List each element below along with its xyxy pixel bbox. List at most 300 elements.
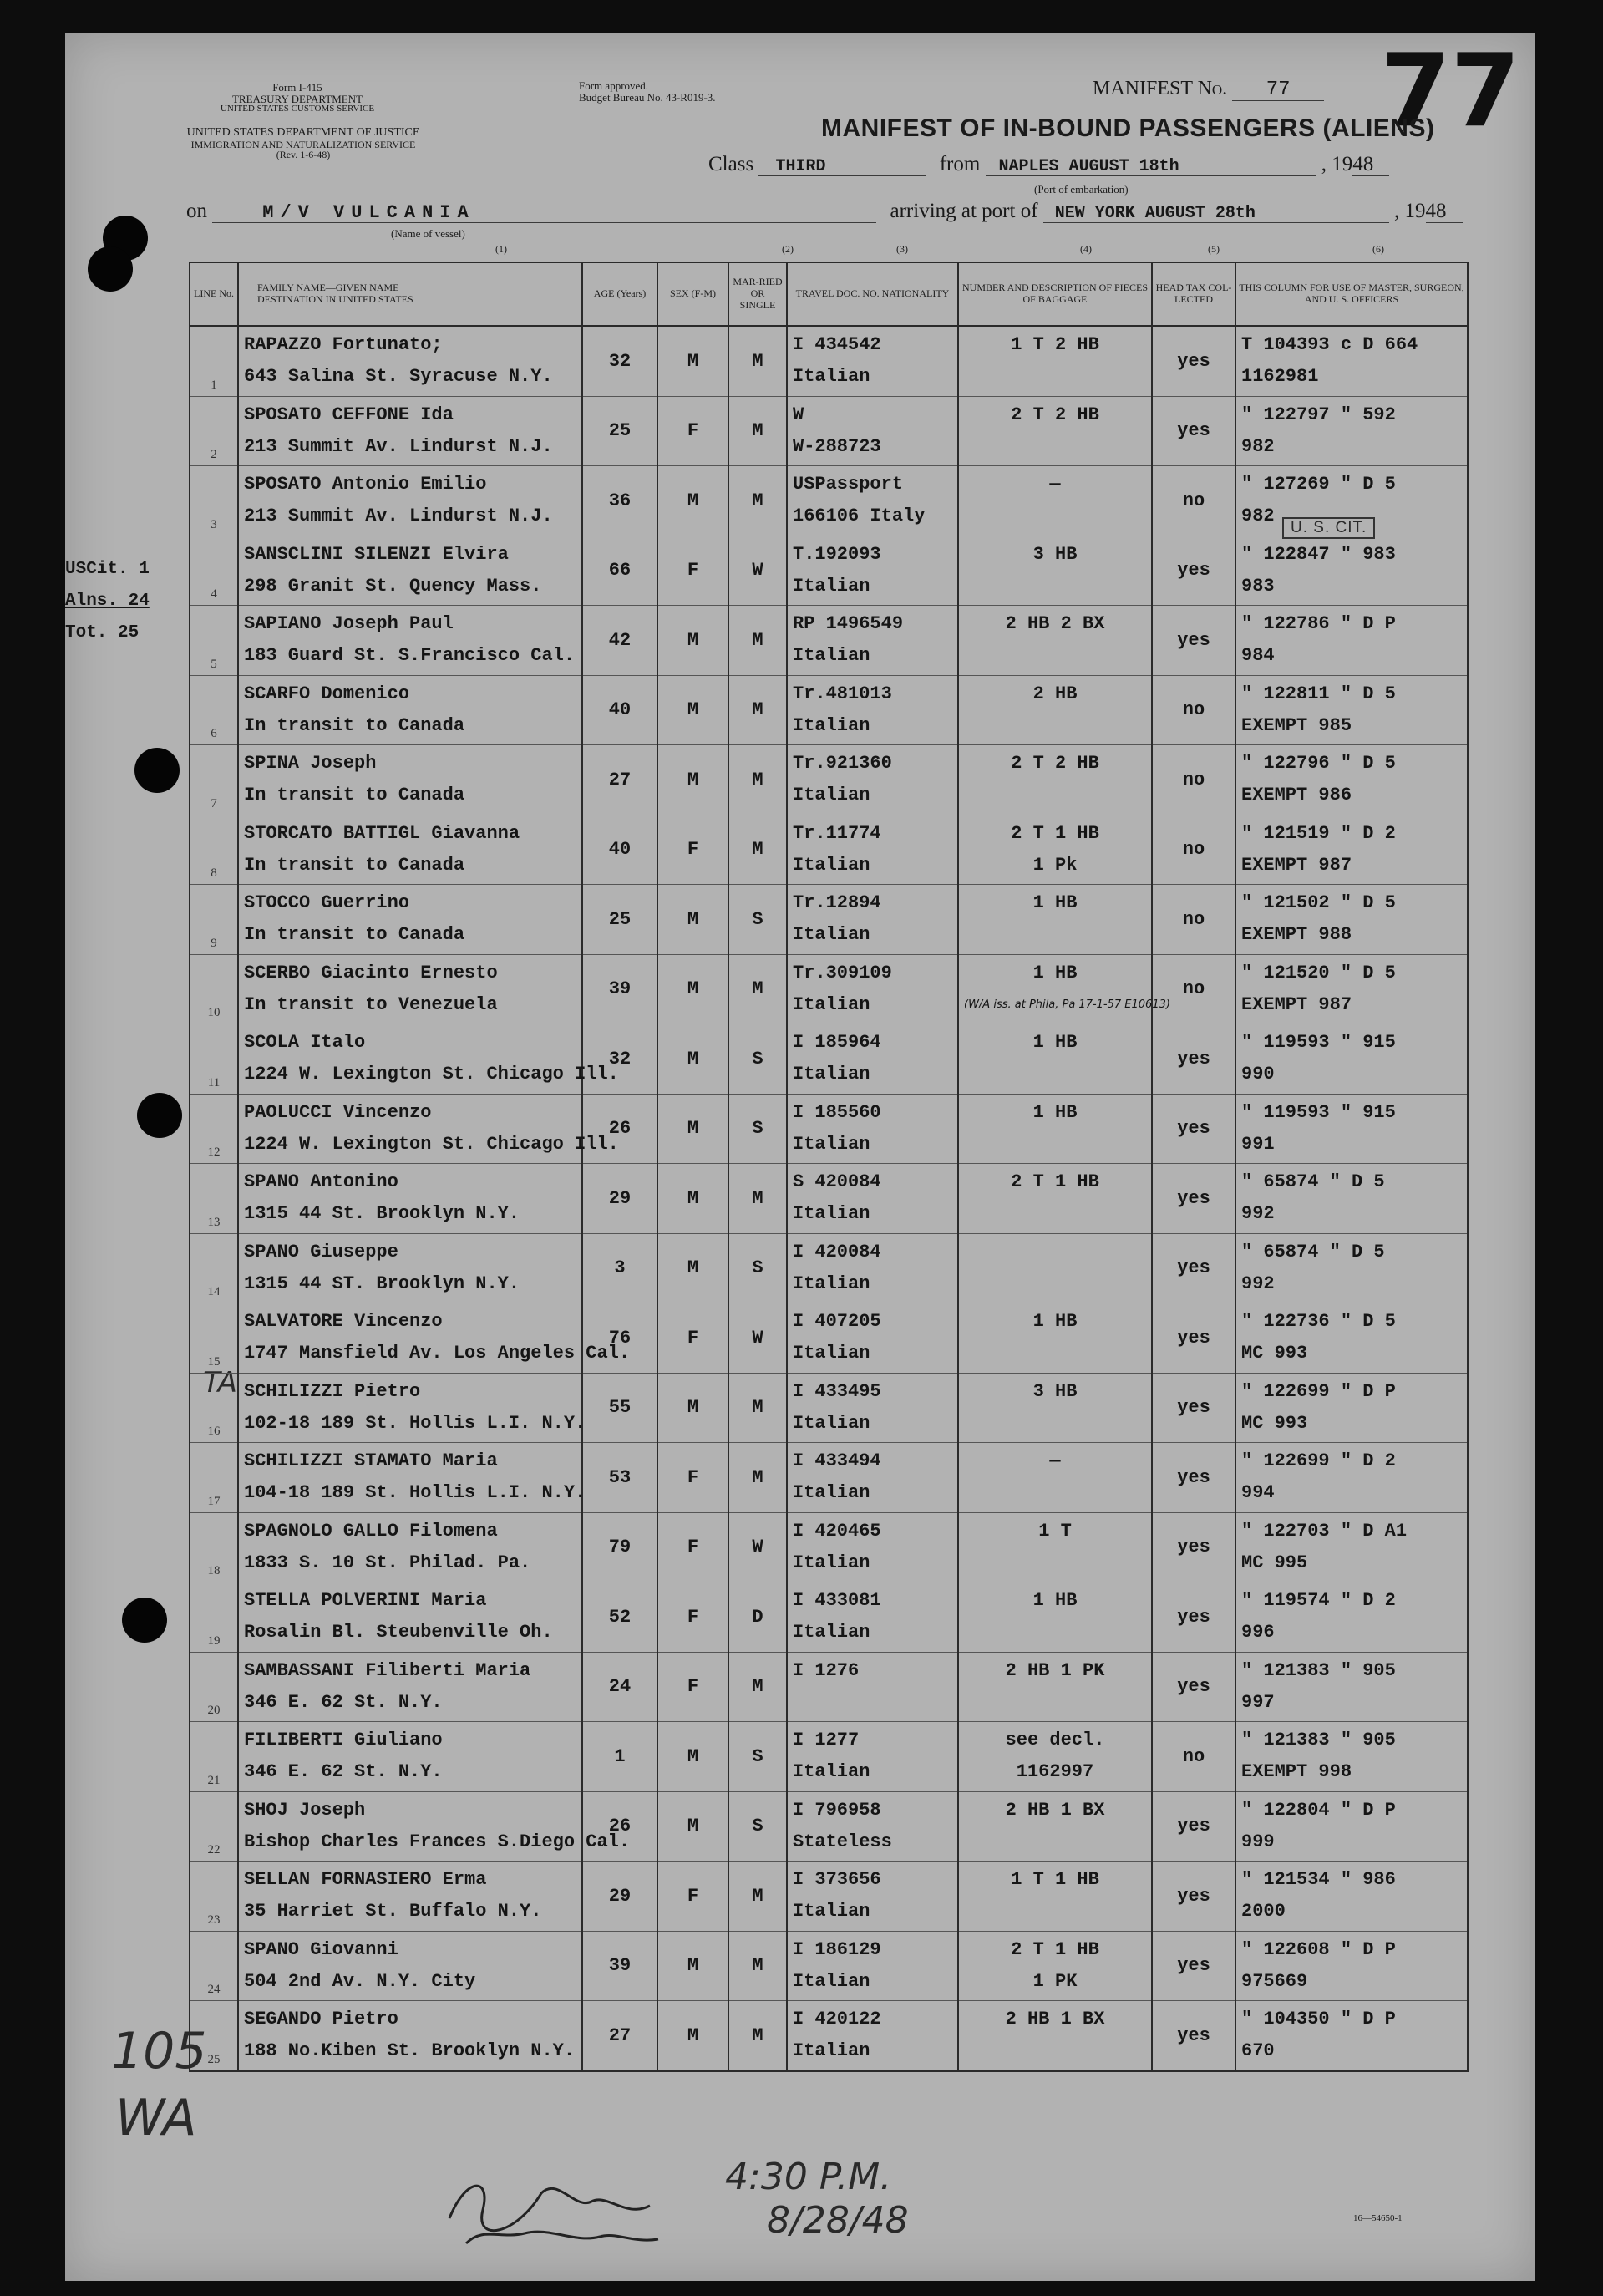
nationality: 166106 Italy: [793, 505, 926, 527]
officer-code: " 121383 " 905: [1241, 1659, 1396, 1681]
age: 3: [614, 1257, 626, 1279]
destination: 346 E. 62 St. N.Y.: [244, 1691, 443, 1713]
age: 29: [608, 1885, 632, 1907]
table-cell: [1152, 1582, 1235, 1653]
line-number: 3: [211, 517, 217, 531]
class-label: Class: [708, 153, 754, 175]
baggage-extra: [964, 1617, 1146, 1648]
officer-number: 982: [1241, 505, 1275, 527]
officer-code: " 122804 " D P: [1241, 1799, 1396, 1821]
table-cell: [238, 326, 582, 396]
table-cell: [238, 815, 582, 885]
table-cell: [728, 1791, 787, 1862]
table-cell: [728, 466, 787, 536]
line-number: 4: [211, 587, 217, 601]
table-cell: [787, 1791, 958, 1862]
line-number: 10: [207, 1006, 221, 1019]
travel-doc-number: I 796958: [793, 1799, 881, 1821]
table-cell: [787, 1373, 958, 1443]
travel-doc-number: I 185560: [793, 1101, 881, 1123]
nationality: Italian: [793, 2040, 870, 2062]
table-cell: [1235, 1931, 1468, 2001]
table-cell: [582, 466, 657, 536]
officer-number: 670: [1241, 2040, 1275, 2062]
table-row: [190, 1094, 1468, 1164]
table-row: [190, 885, 1468, 955]
table-cell: [728, 954, 787, 1024]
table-row: [190, 675, 1468, 745]
table-row: [190, 2001, 1468, 2071]
passenger-name: SCHILIZZI STAMATO Maria: [244, 1450, 498, 1472]
officer-number: EXEMPT 987: [1241, 854, 1352, 876]
table-cell: [657, 1791, 728, 1862]
head-tax: no: [1182, 908, 1205, 930]
nationality: Italian: [793, 1970, 870, 1992]
destination: In transit to Canada: [244, 924, 465, 946]
baggage: 1 HB: [1032, 962, 1078, 983]
baggage: 1 HB: [1032, 1590, 1078, 1612]
header-baggage: NUMBER AND DESCRIPTION OF PIECES OF BAGGAGE: [958, 262, 1152, 326]
age: 27: [608, 769, 632, 790]
table-cell: [657, 1024, 728, 1095]
table-cell: [958, 1582, 1152, 1653]
approval-line-1: Form approved.: [579, 79, 649, 92]
table-cell: [958, 675, 1152, 745]
table-cell: [958, 1094, 1152, 1164]
on-label: on: [186, 200, 207, 222]
officer-number: EXEMPT 988: [1241, 924, 1352, 946]
marital-status: S: [752, 1745, 763, 1767]
form-header-justice: [157, 127, 449, 160]
head-tax: no: [1182, 978, 1205, 1000]
head-tax: yes: [1177, 1885, 1210, 1907]
table-row: [190, 1303, 1468, 1374]
nationality: Stateless: [793, 1831, 892, 1852]
table-row: [190, 1233, 1468, 1303]
sex: F: [687, 560, 699, 582]
travel-doc-number: I 1276: [793, 1659, 860, 1681]
destination: Rosalin Bl. Steubenville Oh.: [244, 1622, 553, 1643]
table-cell: [728, 1303, 787, 1374]
table-cell: [657, 1722, 728, 1792]
age: 55: [608, 1397, 632, 1419]
table-cell: [1152, 1443, 1235, 1513]
table-cell: [958, 1443, 1152, 1513]
travel-doc-number: USPassport: [793, 474, 904, 495]
table-cell: [728, 1164, 787, 1234]
head-tax: no: [1182, 490, 1205, 511]
line-number: 8: [211, 866, 217, 880]
table-cell: [190, 326, 238, 396]
table-cell: [958, 1862, 1152, 1932]
officer-code: " 121502 " D 5: [1241, 892, 1396, 914]
table-cell: [728, 2001, 787, 2071]
line-number: 2: [211, 448, 217, 461]
table-cell: [1152, 1652, 1235, 1722]
line-number: 6: [211, 727, 217, 740]
age: 27: [608, 2024, 632, 2046]
table-cell: [657, 815, 728, 885]
baggage-extra: [964, 640, 1146, 672]
baggage: —: [1049, 1450, 1061, 1472]
header-line-no: LINE No.: [190, 262, 238, 326]
table-cell: [1152, 536, 1235, 606]
travel-doc-number: I 185964: [793, 1032, 881, 1054]
table-cell: [1152, 1303, 1235, 1374]
table-cell: [190, 1652, 238, 1722]
table-row: [190, 1512, 1468, 1582]
table-cell: [582, 1164, 657, 1234]
table-cell: [1235, 1303, 1468, 1374]
table-cell: [190, 2001, 238, 2071]
destination: 1224 W. Lexington St. Chicago Ill.: [244, 1064, 619, 1085]
table-cell: [1235, 1443, 1468, 1513]
head-tax: yes: [1177, 1606, 1210, 1628]
table-cell: [190, 885, 238, 955]
passenger-name: STOCCO Guerrino: [244, 892, 410, 914]
baggage: [964, 1237, 1146, 1268]
table-cell: [787, 2001, 958, 2071]
passenger-name: SPAGNOLO GALLO Filomena: [244, 1520, 498, 1542]
nationality: Italian: [793, 714, 870, 736]
officer-number: 975669: [1241, 1970, 1308, 1992]
table-cell: [787, 536, 958, 606]
table-cell: [958, 1931, 1152, 2001]
table-cell: [1152, 1931, 1235, 2001]
table-cell: [958, 1791, 1152, 1862]
sex: M: [687, 908, 699, 930]
age: 25: [608, 908, 632, 930]
baggage-extra: [964, 1477, 1146, 1509]
manifest-number-label: MANIFEST No.: [1093, 78, 1228, 99]
passenger-name: SALVATORE Vincenzo: [244, 1311, 443, 1333]
table-row: [190, 606, 1468, 676]
baggage-extra: [964, 571, 1146, 602]
table-cell: [958, 1233, 1152, 1303]
destination: 1315 44 ST. Brooklyn N.Y.: [244, 1272, 520, 1294]
baggage-extra: [964, 780, 1146, 811]
travel-doc-number: I 1277: [793, 1730, 860, 1751]
table-row: [190, 1652, 1468, 1722]
column-number-3: (3): [896, 243, 908, 255]
table-cell: [1235, 606, 1468, 676]
table-cell: [657, 1164, 728, 1234]
officer-number: MC 993: [1241, 1412, 1308, 1434]
marital-status: W: [752, 1537, 763, 1558]
table-cell: [657, 396, 728, 466]
table-cell: [1235, 1791, 1468, 1862]
punch-hole: [88, 246, 133, 292]
table-cell: [728, 1373, 787, 1443]
travel-doc-number: I 186129: [793, 1938, 881, 1960]
nationality: Italian: [793, 1552, 870, 1573]
table-cell: [728, 1722, 787, 1792]
destination: 104-18 189 St. Hollis L.I. N.Y.: [244, 1482, 586, 1504]
table-cell: [728, 675, 787, 745]
marital-status: M: [752, 420, 763, 442]
passenger-name: SPINA Joseph: [244, 753, 377, 775]
marital-status: M: [752, 629, 763, 651]
table-cell: [728, 1652, 787, 1722]
sex: F: [687, 839, 699, 861]
baggage-extra: [964, 1408, 1146, 1440]
table-cell: [238, 466, 582, 536]
age: 39: [608, 1955, 632, 1977]
table-row: [190, 1862, 1468, 1932]
line-number: 21: [207, 1773, 221, 1787]
table-cell: [1152, 606, 1235, 676]
table-cell: [582, 1582, 657, 1653]
sex: M: [687, 769, 699, 790]
table-cell: [657, 606, 728, 676]
table-cell: [238, 1722, 582, 1792]
nationality: Italian: [793, 993, 870, 1015]
table-cell: [958, 1373, 1152, 1443]
head-tax: no: [1182, 839, 1205, 861]
nationality: Italian: [793, 1622, 870, 1643]
line-number: 11: [207, 1075, 221, 1090]
table-cell: [1235, 1094, 1468, 1164]
table-cell: [728, 536, 787, 606]
baggage: 2 T 2 HB: [1011, 753, 1099, 775]
table-cell: [728, 1862, 787, 1932]
class-from-row: [708, 154, 1389, 176]
baggage: 3 HB: [1032, 1380, 1078, 1402]
passenger-name: SEGANDO Pietro: [244, 2009, 398, 2030]
table-cell: [787, 815, 958, 885]
table-cell: [657, 1443, 728, 1513]
marital-status: S: [752, 1257, 763, 1279]
line-number: 1: [211, 378, 217, 392]
table-cell: [657, 1862, 728, 1932]
vessel-caption: (Name of vessel): [391, 227, 465, 240]
baggage-extra: [964, 1268, 1146, 1300]
age: 1: [614, 1745, 626, 1767]
line-number: 25: [207, 2052, 221, 2066]
destination: In transit to Venezuela: [244, 993, 498, 1015]
table-cell: [958, 1024, 1152, 1095]
baggage-extra: [964, 1687, 1146, 1719]
table-cell: [958, 815, 1152, 885]
table-cell: [1235, 396, 1468, 466]
officer-number: 983: [1241, 575, 1275, 597]
table-cell: [787, 1303, 958, 1374]
table-cell: [1235, 1722, 1468, 1792]
table-cell: [728, 1024, 787, 1095]
table-cell: [728, 1931, 787, 2001]
head-tax: yes: [1177, 1048, 1210, 1069]
travel-doc-number: I 433494: [793, 1450, 881, 1472]
baggage: 2 HB 1 BX: [1005, 1799, 1105, 1821]
table-cell: [238, 675, 582, 745]
officer-code: " 122608 " D P: [1241, 1938, 1396, 1960]
destination: 188 No.Kiben St. Brooklyn N.Y.: [244, 2040, 576, 2062]
table-cell: [1235, 675, 1468, 745]
table-cell: [787, 1024, 958, 1095]
passenger-name: SAMBASSANI Filiberti Maria: [244, 1659, 531, 1681]
table-cell: [190, 466, 238, 536]
table-cell: [190, 1233, 238, 1303]
marital-status: M: [752, 1466, 763, 1488]
table-row: [190, 536, 1468, 606]
passenger-rows: [190, 326, 1468, 2071]
table-cell: [238, 1164, 582, 1234]
column-number-5: (5): [1208, 243, 1220, 255]
header-head-tax: HEAD TAX COL-LECTED: [1152, 262, 1235, 326]
treasury-dept: TREASURY DEPARTMENT: [231, 92, 363, 105]
age: 36: [608, 490, 632, 511]
table-cell: [657, 1652, 728, 1722]
officer-number: 994: [1241, 1482, 1275, 1504]
baggage: 1 T 2 HB: [1011, 334, 1099, 356]
destination: 1747 Mansfield Av. Los Angeles Cal.: [244, 1343, 631, 1364]
table-cell: [958, 606, 1152, 676]
marital-status: M: [752, 769, 763, 790]
table-cell: [787, 1233, 958, 1303]
nationality: Italian: [793, 1343, 870, 1364]
table-cell: [1235, 536, 1468, 606]
officer-number: 996: [1241, 1622, 1275, 1643]
passenger-name: SCERBO Giacinto Ernesto: [244, 962, 498, 983]
table-cell: [787, 745, 958, 815]
marital-status: S: [752, 908, 763, 930]
manifest-number-row: [1093, 79, 1324, 101]
table-cell: [582, 1931, 657, 2001]
table-cell: [728, 1582, 787, 1653]
table-cell: [728, 1512, 787, 1582]
line-number: 7: [211, 796, 217, 810]
sex: M: [687, 1118, 699, 1140]
header-officers: THIS COLUMN FOR USE OF MASTER, SURGEON, AND U. S. OFFICERS: [1235, 262, 1468, 326]
year1-value: 48: [1352, 154, 1389, 176]
header-age: AGE (Years): [582, 262, 657, 326]
column-number-4: (4): [1080, 243, 1092, 255]
officer-number: MC 995: [1241, 1552, 1308, 1573]
table-cell: [190, 1512, 238, 1582]
table-cell: [787, 1512, 958, 1582]
officer-code: " 122699 " D P: [1241, 1380, 1396, 1402]
table-cell: [190, 1862, 238, 1932]
baggage-extra: [964, 1547, 1146, 1579]
table-cell: [958, 1652, 1152, 1722]
header-travel-doc: TRAVEL DOC. NO. NATIONALITY: [787, 262, 958, 326]
approval-line-2: Budget Bureau No. 43-R019-3.: [579, 90, 716, 104]
table-cell: [1235, 885, 1468, 955]
baggage-extra: [964, 1198, 1146, 1230]
table-cell: [238, 1443, 586, 1513]
baggage-extra: [964, 1059, 1146, 1090]
table-cell: [657, 1373, 728, 1443]
nationality: Italian: [793, 924, 870, 946]
table-cell: [1152, 1233, 1235, 1303]
destination: 213 Summit Av. Lindurst N.J.: [244, 505, 553, 527]
margin-us-citizen-count: USCit. 1: [65, 560, 150, 579]
destination: 213 Summit Av. Lindurst N.J.: [244, 435, 553, 457]
destination: 346 E. 62 St. N.Y.: [244, 1761, 443, 1783]
age: 52: [608, 1606, 632, 1628]
passenger-name: SCARFO Domenico: [244, 683, 410, 704]
head-tax: no: [1182, 769, 1205, 790]
table-cell: [238, 1233, 582, 1303]
table-cell: [1152, 2001, 1235, 2071]
table-cell: [238, 536, 582, 606]
table-cell: [238, 1652, 582, 1722]
table-cell: [1152, 1862, 1235, 1932]
table-cell: [190, 1791, 238, 1862]
head-tax: yes: [1177, 1816, 1210, 1837]
nationality: Italian: [793, 575, 870, 597]
age: 24: [608, 1676, 632, 1698]
line-number: 17: [207, 1494, 221, 1508]
table-cell: [787, 1722, 958, 1792]
travel-doc-number: I 434542: [793, 334, 881, 356]
officer-number: EXEMPT 986: [1241, 785, 1352, 806]
head-tax: yes: [1177, 1676, 1210, 1698]
passenger-name: RAPAZZO Fortunato;: [244, 334, 443, 356]
table-cell: [958, 1164, 1152, 1234]
sex: M: [687, 978, 699, 1000]
age: 26: [608, 1816, 632, 1837]
table-cell: [1152, 466, 1235, 536]
passenger-name: STORCATO BATTIGL Giavanna: [244, 822, 520, 844]
table-cell: [582, 396, 657, 466]
table-cell: [238, 1094, 619, 1164]
table-cell: [190, 1582, 238, 1653]
sex: M: [687, 1955, 699, 1977]
age: 40: [608, 839, 632, 861]
sex: M: [687, 350, 699, 372]
sex: F: [687, 1676, 699, 1698]
baggage: 2 HB 1 PK: [1005, 1659, 1105, 1681]
table-cell: [958, 2001, 1152, 2071]
table-cell: [238, 1862, 582, 1932]
table-cell: [1152, 1094, 1235, 1164]
table-cell: [958, 466, 1152, 536]
baggage-extra: [964, 361, 1146, 393]
table-cell: [657, 1582, 728, 1653]
destination: 35 Harriet St. Buffalo N.Y.: [244, 1901, 542, 1923]
nationality: Italian: [793, 1412, 870, 1434]
passenger-name: SCOLA Italo: [244, 1032, 366, 1054]
age: 39: [608, 978, 632, 1000]
table-cell: [582, 745, 657, 815]
officer-number: EXEMPT 998: [1241, 1761, 1352, 1783]
arriving-value: NEW YORK AUGUST 28th: [1043, 205, 1389, 223]
nationality: Italian: [793, 1482, 870, 1504]
line-number: 19: [207, 1633, 221, 1648]
travel-doc-number: I 420084: [793, 1241, 881, 1262]
marital-status: D: [752, 1606, 763, 1628]
officer-code: " 121383 " 905: [1241, 1730, 1396, 1751]
table-row: [190, 1791, 1468, 1862]
passenger-name: SPANO Giovanni: [244, 1938, 398, 1960]
port-caption: (Port of embarkation): [1034, 183, 1129, 196]
travel-doc-number: Tr.309109: [793, 962, 892, 983]
table-cell: [728, 326, 787, 396]
age: 76: [608, 1327, 632, 1349]
table-cell: [1152, 1722, 1235, 1792]
sex: F: [687, 420, 699, 442]
baggage: 1 HB: [1032, 1032, 1078, 1054]
signature-date: 8/28/48: [767, 2199, 909, 2242]
passenger-name: SPOSATO Antonio Emilio: [244, 474, 487, 495]
head-tax: no: [1182, 699, 1205, 721]
destination: 643 Salina St. Syracuse N.Y.: [244, 366, 553, 388]
marital-status: M: [752, 350, 763, 372]
baggage: 2 T 1 HB: [1011, 1938, 1099, 1960]
travel-doc-number: I 420122: [793, 2009, 881, 2030]
age: 32: [608, 350, 632, 372]
